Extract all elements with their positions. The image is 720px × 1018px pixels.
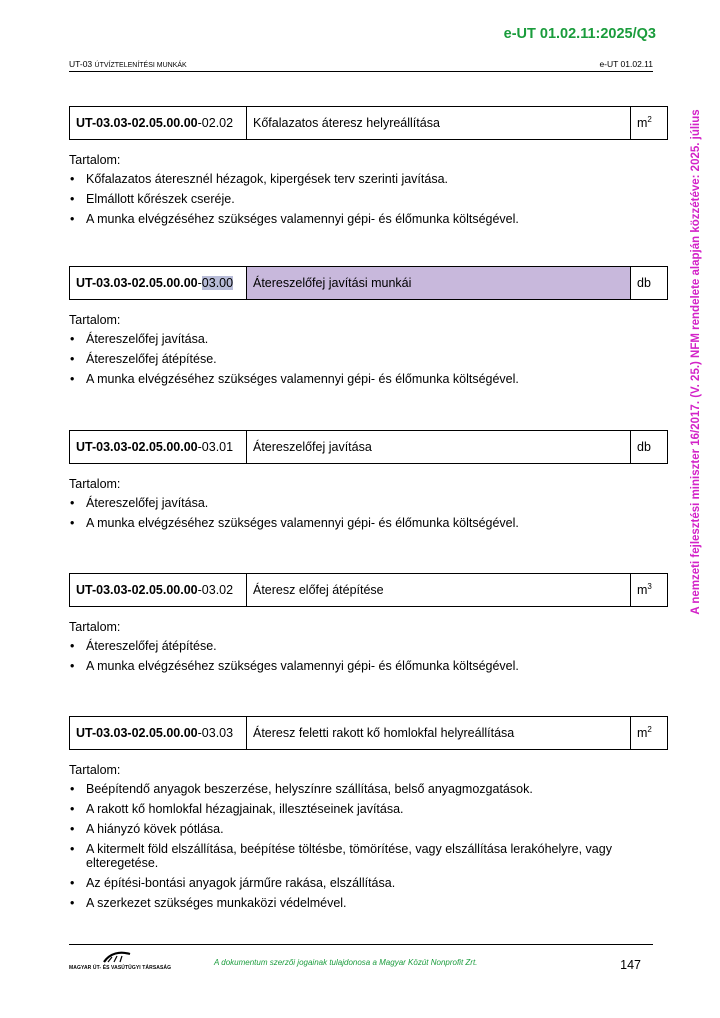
work-item xyxy=(69,573,668,679)
list-item: • Átereszelőfej átépítése. xyxy=(69,352,668,366)
document-code: e-UT 01.02.11:2025/Q3 xyxy=(503,26,656,42)
item-title: Áteresz előfej átépítése xyxy=(247,574,631,607)
item-code: UT-03.03-02.05.00.00-03.03 xyxy=(70,717,247,750)
content-label: Tartalom: xyxy=(69,313,121,327)
page-footer xyxy=(69,944,653,985)
work-item xyxy=(69,106,668,232)
item-title: Kőfalazatos áteresz helyreállítása xyxy=(247,107,631,140)
content-list xyxy=(69,496,668,530)
page-number: 147 xyxy=(620,958,641,972)
publication-side-note: A nemzeti fejlesztési miniszter 16/2017. (V. 25.) NFM rendelete alapján közzétéve: 2025. július xyxy=(690,109,702,615)
copyright-note: A dokumentum szerzői jogainak tulajdonosa a Magyar Közút Nonprofit Zrt. xyxy=(214,958,478,967)
item-unit: $m^2$ xyxy=(631,717,668,750)
content-label: Tartalom: xyxy=(69,153,121,167)
item-unit: $m^2$ xyxy=(631,107,668,140)
item-code: UT-03.03-02.05.00.00-03.01 xyxy=(70,431,247,464)
list-item: • Elmállott kőrészek cseréje. xyxy=(69,192,668,206)
item-unit: db xyxy=(631,431,668,464)
list-item: • Az építési-bontási anyagok járműre rakása, elszállítása. xyxy=(69,876,668,890)
list-item: • A munka elvégzéséhez szükséges valamennyi gépi- és élőmunka költségével. xyxy=(69,659,668,673)
list-item: • Beépítendő anyagok beszerzése, helyszínre szállítása, belső anyagmozgatások. xyxy=(69,782,668,796)
list-item: • A szerkezet szükséges munkaközi védelmével. xyxy=(69,896,668,910)
item-code-table xyxy=(69,106,668,140)
item-code: UT-03.03-02.05.00.00-03.00 xyxy=(70,267,247,300)
item-unit: $m^3$ xyxy=(631,574,668,607)
item-code: UT-03.03-02.05.00.00-03.02 xyxy=(70,574,247,607)
content-list xyxy=(69,332,668,386)
list-item: • A kitermelt föld elszállítása, beépítése töltésbe, tömörítése, vagy elszállítása lerakóhelyre, vagy elteregetése. xyxy=(69,842,668,870)
list-item: • A munka elvégzéséhez szükséges valamennyi gépi- és élőmunka költségével. xyxy=(69,212,668,226)
list-item: • A munka elvégzéséhez szükséges valamennyi gépi- és élőmunka költségével. xyxy=(69,372,668,386)
logo-text: MAGYAR ÚT- ÉS VASÚTÜGYI TÁRSASÁG xyxy=(69,965,172,971)
work-item xyxy=(69,266,668,392)
list-item: • A rakott kő homlokfal hézagjainak, illesztéseinek javítása. xyxy=(69,802,668,816)
list-item: • Átereszelőfej javítása. xyxy=(69,332,668,346)
content-list xyxy=(69,782,668,910)
item-title: Átereszelőfej javítása xyxy=(247,431,631,464)
section-title: ÚTVÍZTELENÍTÉSI MUNKÁK xyxy=(94,62,187,69)
item-code-table xyxy=(69,266,668,300)
section-heading xyxy=(69,59,187,69)
work-item xyxy=(69,430,668,536)
item-title: Áteresz feletti rakott kő homlokfal helyreállítása xyxy=(247,717,631,750)
road-rail-logo-icon xyxy=(102,951,132,963)
content-label: Tartalom: xyxy=(69,477,121,491)
society-logo xyxy=(69,951,179,975)
list-item: • A hiányzó kövek pótlása. xyxy=(69,822,668,836)
list-item: • Átereszelőfej átépítése. xyxy=(69,639,668,653)
item-title: Átereszelőfej javítási munkái xyxy=(247,267,631,300)
content-list xyxy=(69,172,668,226)
item-code-table xyxy=(69,430,668,464)
list-item: • A munka elvégzéséhez szükséges valamennyi gépi- és élőmunka költségével. xyxy=(69,516,668,530)
list-item: • Átereszelőfej javítása. xyxy=(69,496,668,510)
item-code-table xyxy=(69,573,668,607)
item-code-table xyxy=(69,716,668,750)
item-unit: db xyxy=(631,267,668,300)
content-label: Tartalom: xyxy=(69,763,121,777)
content-list xyxy=(69,639,668,673)
section-prefix: UT-03 xyxy=(69,59,93,69)
list-item: • Kőfalazatos áteresznél hézagok, kipergések terv szerinti javítása. xyxy=(69,172,668,186)
header-right-code: e-UT 01.02.11 xyxy=(599,59,653,69)
running-header xyxy=(69,59,653,72)
content-label: Tartalom: xyxy=(69,620,121,634)
work-item xyxy=(69,716,668,916)
item-code: UT-03.03-02.05.00.00-02.02 xyxy=(70,107,247,140)
